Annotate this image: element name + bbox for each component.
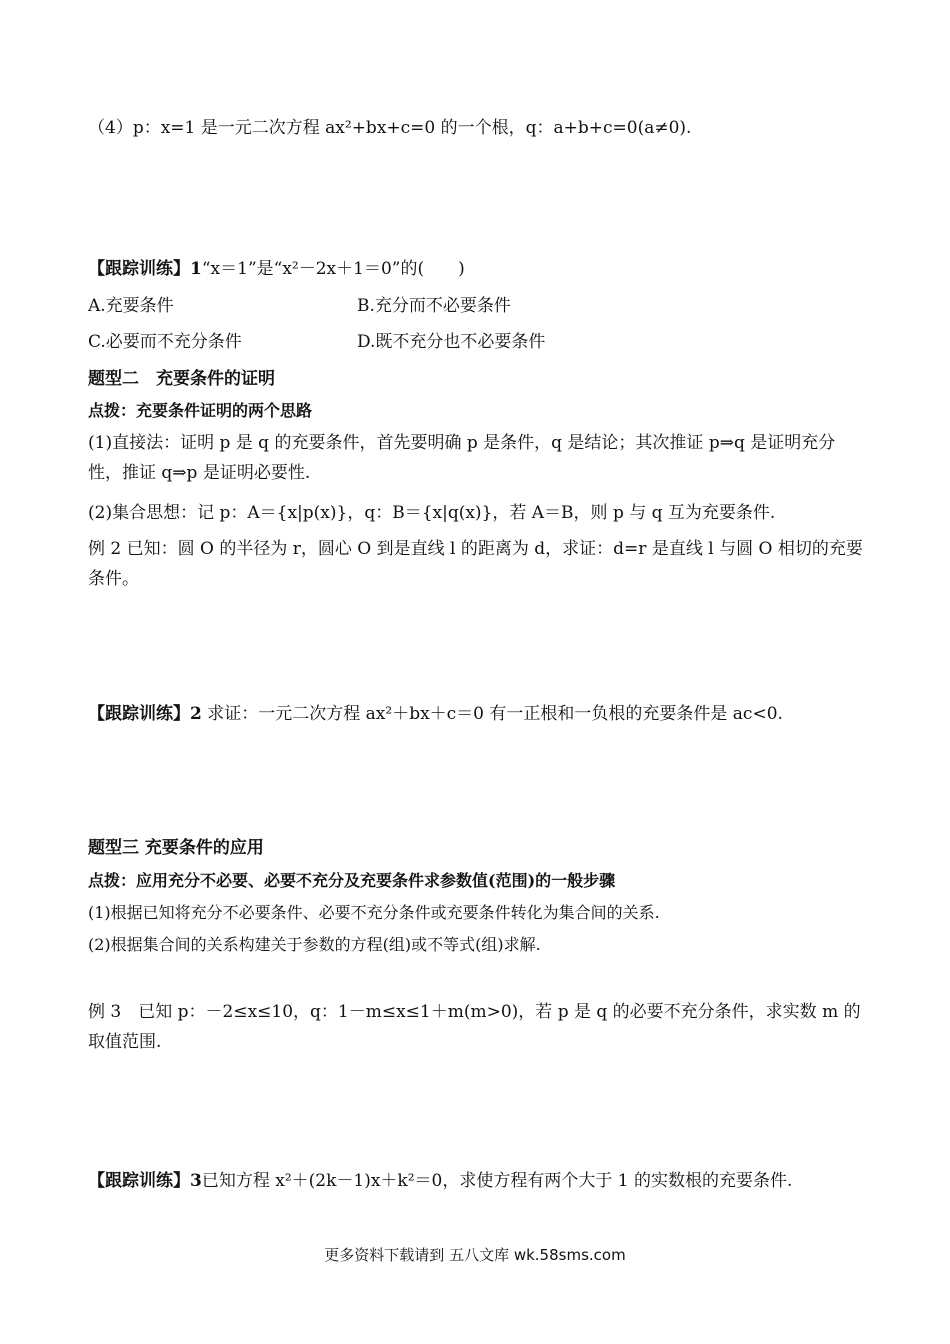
tracking-question: 求证：一元二次方程 ax²＋bx＋c＝0 有一正根和一负根的充要条件是 ac<0. — [201, 704, 783, 724]
option-a: A.充要条件 — [88, 296, 174, 316]
tracking-question: 已知方程 x²＋(2k－1)x＋k²＝0，求使方程有两个大于 1 的实数根的充要条件. — [201, 1171, 793, 1191]
section-title-3: 题型三 充要条件的应用 — [88, 838, 264, 858]
problem-item-4: （4）p：x=1 是一元二次方程 ax²+bx+c=0 的一个根，q：a+b+c=0(a≠0). — [88, 118, 692, 138]
step-2: (2)根据集合间的关系构建关于参数的方程(组)或不等式(组)求解. — [88, 935, 541, 954]
example-2: 例 2 已知：圆 O 的半径为 r，圆心 O 到是直线 l 的距离为 d，求证：d=r 是直线 l 与圆 O 相切的充要条件。 — [88, 539, 863, 589]
option-b: B.充分而不必要条件 — [357, 296, 511, 316]
tracking-tag: 【跟踪训练】1 — [88, 259, 202, 279]
paragraph-set-method: (2)集合思想：记 p：A＝{x|p(x)}，q：B＝{x|q(x)}，若 A＝B，则 p 与 q 互为充要条件. — [88, 503, 776, 523]
tip-heading-2: 点拨：充要条件证明的两个思路 — [88, 401, 313, 420]
tracking-tag: 【跟踪训练】2 — [88, 704, 202, 724]
step-1: (1)根据已知将充分不必要条件、必要不充分条件或充要条件转化为集合间的关系. — [88, 903, 660, 922]
section-title-2: 题型二 充要条件的证明 — [88, 369, 275, 389]
tracking-exercise-2 — [88, 699, 868, 729]
tracking-exercise-1 — [88, 254, 868, 284]
paragraph-direct-method: (1)直接法：证明 p 是 q 的充要条件，首先要明确 p 是条件，q 是结论；其次推证 p⇒q 是证明充分性，推证 q⇒p 是证明必要性. — [88, 433, 836, 483]
example-3: 例 3 已知 p：－2≤x≤10，q：1－m≤x≤1＋m(m>0)，若 p 是 q 的必要不充分条件，求实数 m 的取值范围. — [88, 1002, 861, 1052]
option-d: D.既不充分也不必要条件 — [357, 332, 546, 352]
options-row-1 — [88, 291, 868, 321]
options-row-2 — [88, 327, 868, 357]
tracking-exercise-3 — [88, 1166, 868, 1196]
tracking-question: “x＝1”是“x²－2x＋1＝0”的( ) — [201, 259, 465, 279]
tracking-tag: 【跟踪训练】3 — [88, 1171, 202, 1191]
footer-download-link[interactable]: 更多资料下载请到 五八文库 wk.58sms.com — [324, 1246, 626, 1264]
option-c: C.必要而不充分条件 — [88, 332, 242, 352]
tip-heading-3: 点拨：应用充分不必要、必要不充分及充要条件求参数值(范围)的一般步骤 — [88, 871, 616, 890]
